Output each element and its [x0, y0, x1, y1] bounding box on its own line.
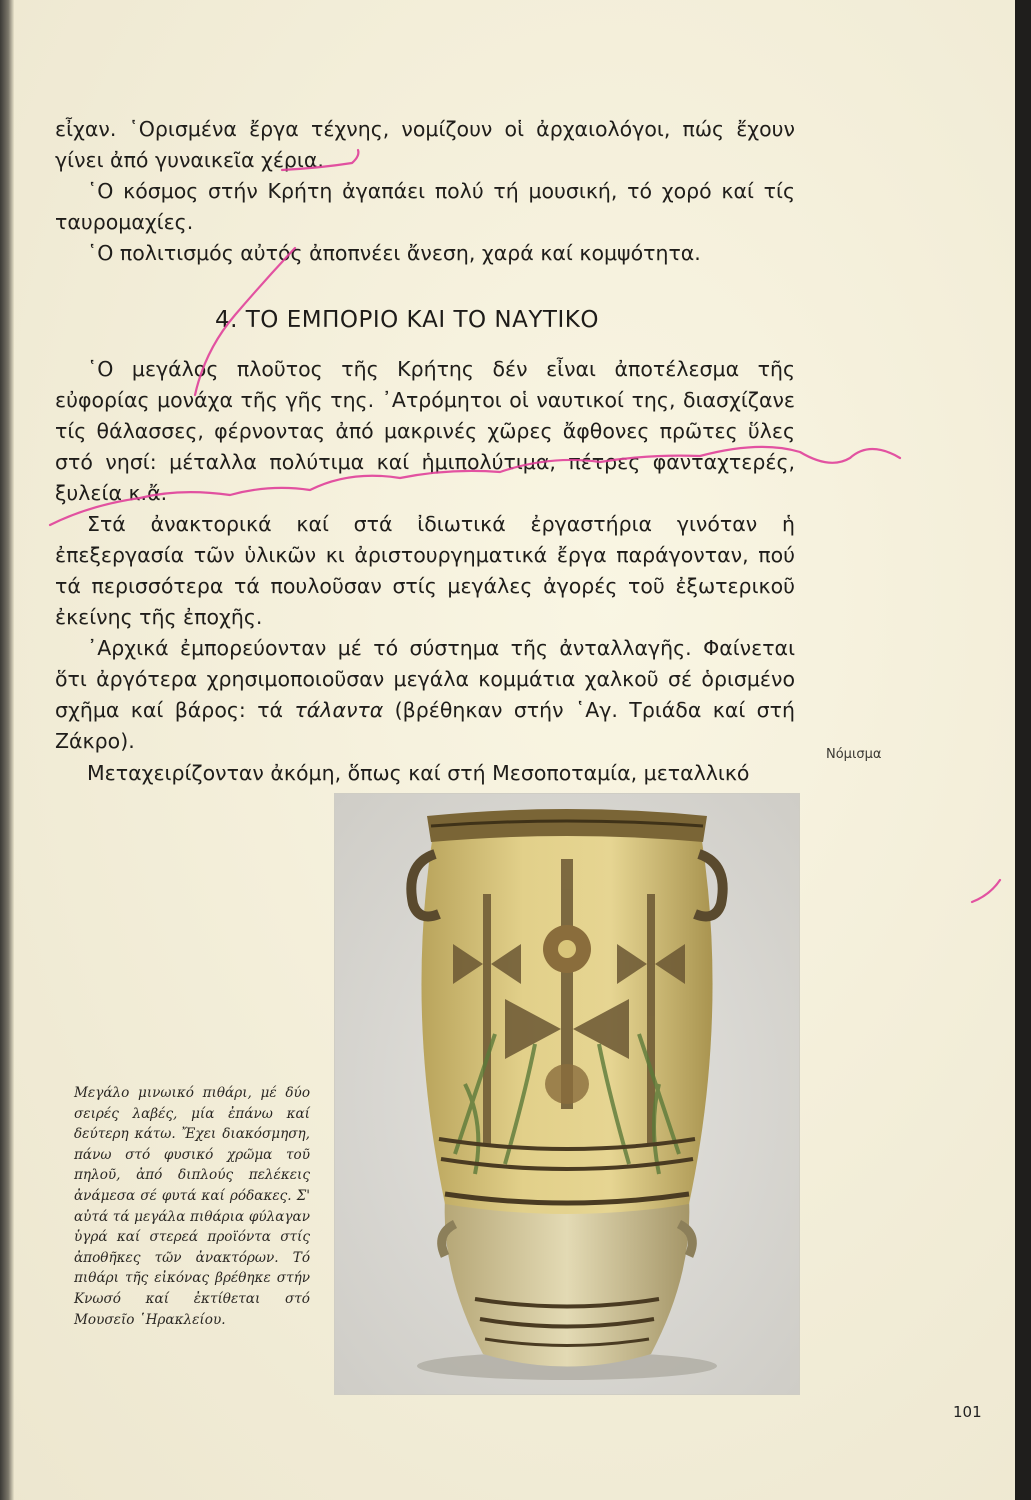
book-spine-shadow: [0, 0, 14, 1500]
text-block-bottom: [55, 758, 795, 789]
text-block-middle: [55, 354, 795, 757]
paragraph: Μεταχειρίζονταν ἀκόμη, ὅπως καί στή Μεσοποταμία, μεταλλικό: [87, 761, 750, 785]
page-number: 101: [953, 1403, 982, 1421]
book-edge: [1015, 0, 1031, 1500]
text-run: ᾿Αρχικά ἐμπορεύονταν μέ τό σύστημα τῆς ἀνταλλαγῆς. Φαίνεται ὅτι ἀργότερα χρησιμοποιοῦσαν μεγάλα κομμάτια χαλκοῦ σέ ὁρισμένο σχῆμα καί βάρος: τά: [55, 636, 795, 722]
paragraph: Στά ἀνακτορικά καί στά ἰδιωτικά ἐργαστήρια γινόταν ἡ ἐπεξεργασία τῶν ὑλικῶν κι ἀριστουργηματικά ἔργα παράγονταν, πού τά περισσότερα τά πουλοῦσαν στίς μεγάλες ἀγορές τοῦ ἐξωτερικοῦ ἐκείνης τῆς ἐποχῆς.: [55, 512, 795, 629]
text-block-top: [55, 114, 795, 269]
pithos-jar-illustration: [335, 794, 799, 1394]
margin-note: Νόμισμα: [826, 747, 882, 762]
caption-text: Μεγάλο μινωικό πιθάρι, μέ δύο σειρές λαβές, μία ἐπάνω καί δεύτερη κάτω. Ἔχει διακόσμηση, πάνω στό φυσικό χρῶμα τοῦ πηλοῦ, ἀπό διπλούς πελέκεις ἀνάμεσα σέ φυτά καί ρόδακες. Σ' αὐτά τά μεγάλα πιθάρια φύλαγαν ὑγρά καί στερεά προϊόντα στίς ἀποθῆκες τῶν ἀνακτόρων. Τό πιθάρι τῆς εἰκόνας βρέθηκε στήν Κνωσό καί ἐκτίθεται στό Μουσεῖο ῾Ηρακλείου.: [74, 1085, 310, 1328]
highlight-margin-tick: [972, 880, 1000, 902]
paragraph: εἶχαν. ῾Ορισμένα ἔργα τέχνης, νομίζουν οἱ ἀρχαιολόγοι, πώς ἔχουν γίνει ἀπό γυναικεῖα χέρια.: [55, 117, 795, 172]
photo-caption: [74, 1083, 310, 1330]
paragraph: ῾Ο πολιτισμός αὐτός ἀποπνέει ἄνεση, χαρά καί κομψότητα.: [87, 241, 701, 265]
paragraph-talanta: [55, 633, 795, 757]
paragraph: ῾Ο μεγάλος πλοῦτος τῆς Κρήτης δέν εἶναι ἀποτέλεσμα τῆς εὐφορίας μονάχα τῆς γῆς της. ᾿Ατρόμητοι οἱ ναυτικοί της, διασχίζανε τίς θάλασσες, φέρνοντας ἀπό μακρινές χῶρες ἄφθονες πρῶτες ὕλες στό νησί: μέταλλα πολύτιμα καί ἡμιπολύτιμα, πέτρες φανταχτερές, ξυλεία κ.ἄ.: [55, 357, 795, 505]
paragraph: ῾Ο κόσμος στήν Κρήτη ἀγαπάει πολύ τή μουσική, τό χορό καί τίς ταυρομαχίες.: [55, 179, 795, 234]
text-run: (βρέθηκαν στήν ῾Αγ. Τριάδα καί στή Ζάκρο).: [55, 698, 795, 753]
pithos-photo: [334, 793, 800, 1395]
section-heading: 4. ΤΟ ΕΜΠΟΡΙΟ ΚΑΙ ΤΟ ΝΑΥΤΙΚΟ: [215, 307, 599, 333]
italic-term: τάλαντα: [294, 698, 384, 722]
